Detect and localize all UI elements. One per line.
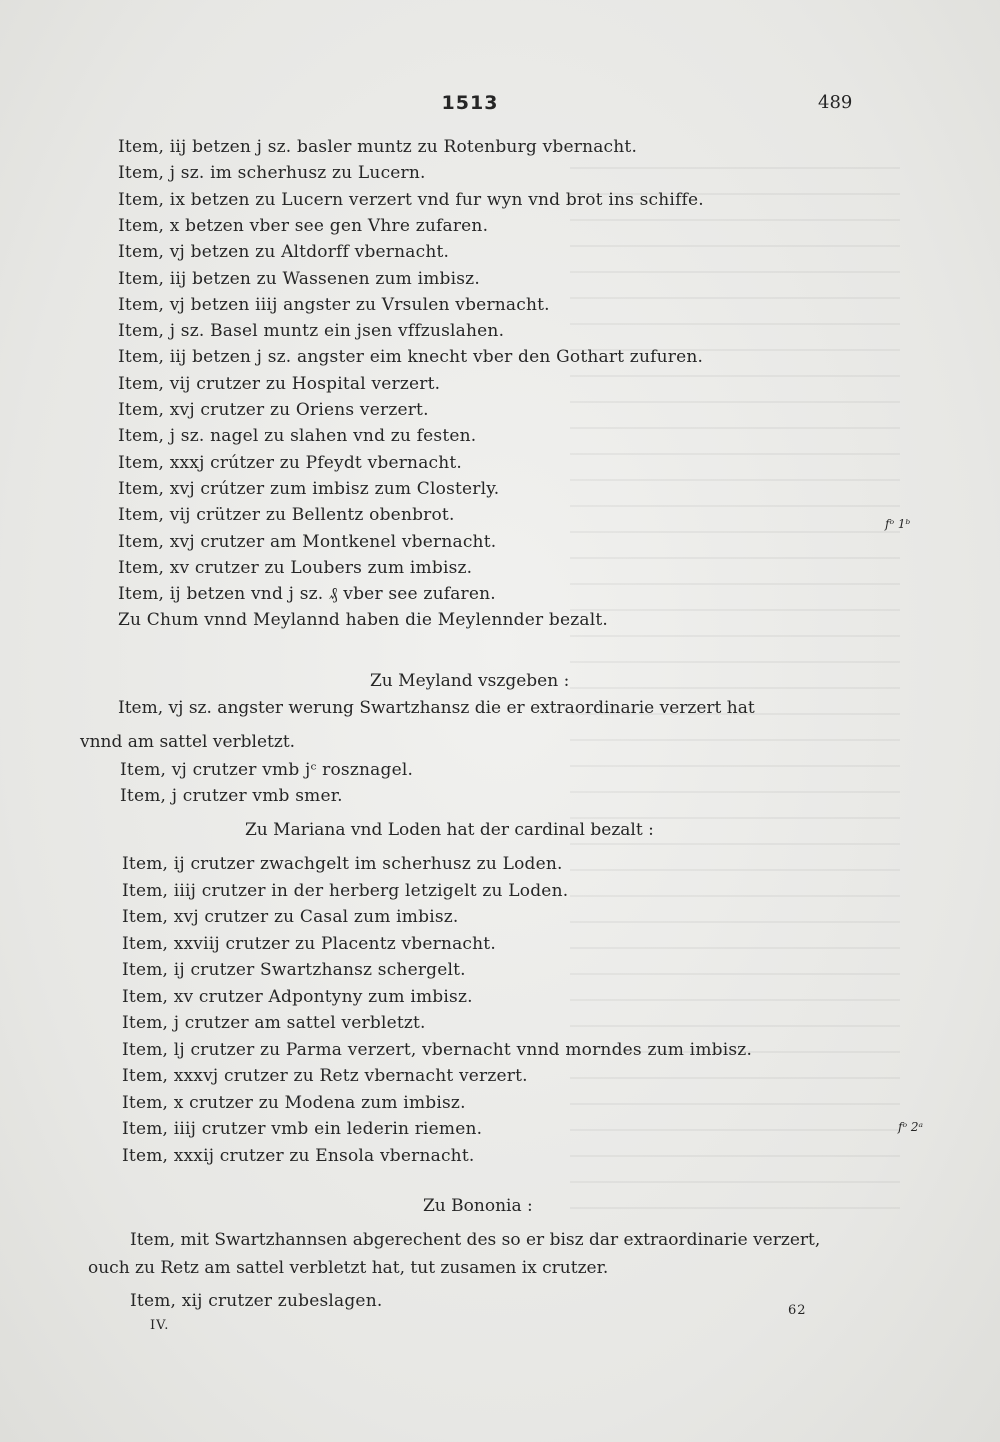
section-heading-bononia: Zu Bononia : bbox=[423, 1196, 533, 1216]
entry-line: Item, xvj crutzer am Montkenel vbernacht. bbox=[118, 531, 497, 552]
bononia-paragraph-line-2: ouch zu Retz am sattel verbletzt hat, tut zusamen ix crutzer. bbox=[88, 1258, 609, 1278]
margin-note-folio-2a: fᵒ 2ᵃ bbox=[898, 1120, 924, 1134]
entry-line: Item, xxviij crutzer zu Placentz vbernacht. bbox=[122, 933, 496, 954]
section-heading-mariana: Zu Mariana vnd Loden hat der cardinal bezalt : bbox=[245, 820, 654, 840]
page-number: 489 bbox=[818, 92, 853, 113]
margin-note-folio-1b: fᵒ 1ᵇ bbox=[885, 517, 911, 531]
entry-line: Item, vij crützer zu Bellentz obenbrot. bbox=[118, 505, 455, 526]
entry-line: Item, x crutzer zu Modena zum imbisz. bbox=[122, 1092, 466, 1113]
page-year-heading: 1513 bbox=[441, 92, 499, 114]
entry-line: Item, ij betzen vnd j sz. ₰ vber see zufaren. bbox=[118, 584, 496, 605]
section-heading-meyland: Zu Meyland vszgeben : bbox=[370, 671, 570, 691]
signature-mark-left: IV. bbox=[150, 1318, 170, 1333]
entry-line: Item, iij betzen j sz. angster eim knecht vber den Gothart zufuren. bbox=[118, 347, 704, 368]
entry-line: Item, iij betzen zu Wassenen zum imbisz. bbox=[118, 268, 480, 289]
entry-line: Item, iij betzen j sz. basler muntz zu Rotenburg vbernacht. bbox=[118, 137, 638, 157]
entry-line: Item, xv crutzer zu Loubers zum imbisz. bbox=[118, 557, 473, 578]
bleed-through-text bbox=[570, 150, 900, 1230]
entry-line: Item, j sz. Basel muntz ein jsen vffzuslahen. bbox=[118, 321, 505, 342]
entry-line: Item, iiij crutzer vmb ein lederin riemen. bbox=[122, 1119, 483, 1139]
meyland-paragraph-line-2: vnnd am sattel verbletzt. bbox=[80, 732, 296, 752]
entry-line: Item, j sz. im scherhusz zu Lucern. bbox=[118, 163, 426, 184]
entry-line: Item, vj betzen iiij angster zu Vrsulen vbernacht. bbox=[118, 294, 550, 315]
final-entry: Item, xij crutzer zubeslagen. bbox=[130, 1291, 383, 1311]
entry-line: Item, xvj crutzer zu Casal zum imbisz. bbox=[122, 907, 459, 927]
entry-line: Item, xxxj crútzer zu Pfeydt vbernacht. bbox=[118, 452, 463, 473]
entry-line: Zu Chum vnnd Meylannd haben die Meylennder bezalt. bbox=[118, 610, 609, 631]
entry-line: Item, vj betzen zu Altdorff vbernacht. bbox=[118, 242, 450, 263]
entry-line: Item, xxxvj crutzer zu Retz vbernacht verzert. bbox=[122, 1066, 528, 1086]
entry-line: Item, iiij crutzer in der herberg letzigelt zu Loden. bbox=[122, 880, 569, 901]
entry-line: Item, x betzen vber see gen Vhre zufaren. bbox=[118, 215, 489, 236]
entry-line: Item, xvj crútzer zum imbisz zum Closterly. bbox=[118, 478, 500, 499]
meyland-paragraph-line-1: Item, vj sz. angster werung Swartzhansz die er extraordinarie verzert hat bbox=[118, 698, 755, 718]
entry-line: Item, ij crutzer Swartzhansz schergelt. bbox=[122, 960, 466, 980]
entry-line: Item, vj crutzer vmb jᶜ rosznagel. bbox=[120, 760, 414, 780]
entry-line: Item, ij crutzer zwachgelt im scherhusz zu Loden. bbox=[122, 854, 563, 874]
entry-line: Item, vij crutzer zu Hospital verzert. bbox=[118, 373, 441, 394]
entry-line: Item, xxxij crutzer zu Ensola vbernacht. bbox=[122, 1145, 475, 1166]
signature-mark-right: 62 bbox=[788, 1303, 807, 1318]
entry-line: Item, j sz. nagel zu slahen vnd zu festen. bbox=[118, 426, 477, 447]
entry-line: Item, xv crutzer Adpontyny zum imbisz. bbox=[122, 986, 473, 1007]
entry-line: Item, j crutzer am sattel verbletzt. bbox=[122, 1013, 426, 1033]
entry-line: Item, lj crutzer zu Parma verzert, vbernacht vnnd morndes zum imbisz. bbox=[122, 1039, 753, 1060]
entry-line: Item, ix betzen zu Lucern verzert vnd fur wyn vnd brot ins schiffe. bbox=[118, 189, 704, 210]
entry-line: Item, xvj crutzer zu Oriens verzert. bbox=[118, 400, 429, 420]
bononia-paragraph-line-1: Item, mit Swartzhannsen abgerechent des so er bisz dar extraordinarie verzert, bbox=[130, 1230, 821, 1250]
entry-line: Item, j crutzer vmb smer. bbox=[120, 786, 343, 806]
